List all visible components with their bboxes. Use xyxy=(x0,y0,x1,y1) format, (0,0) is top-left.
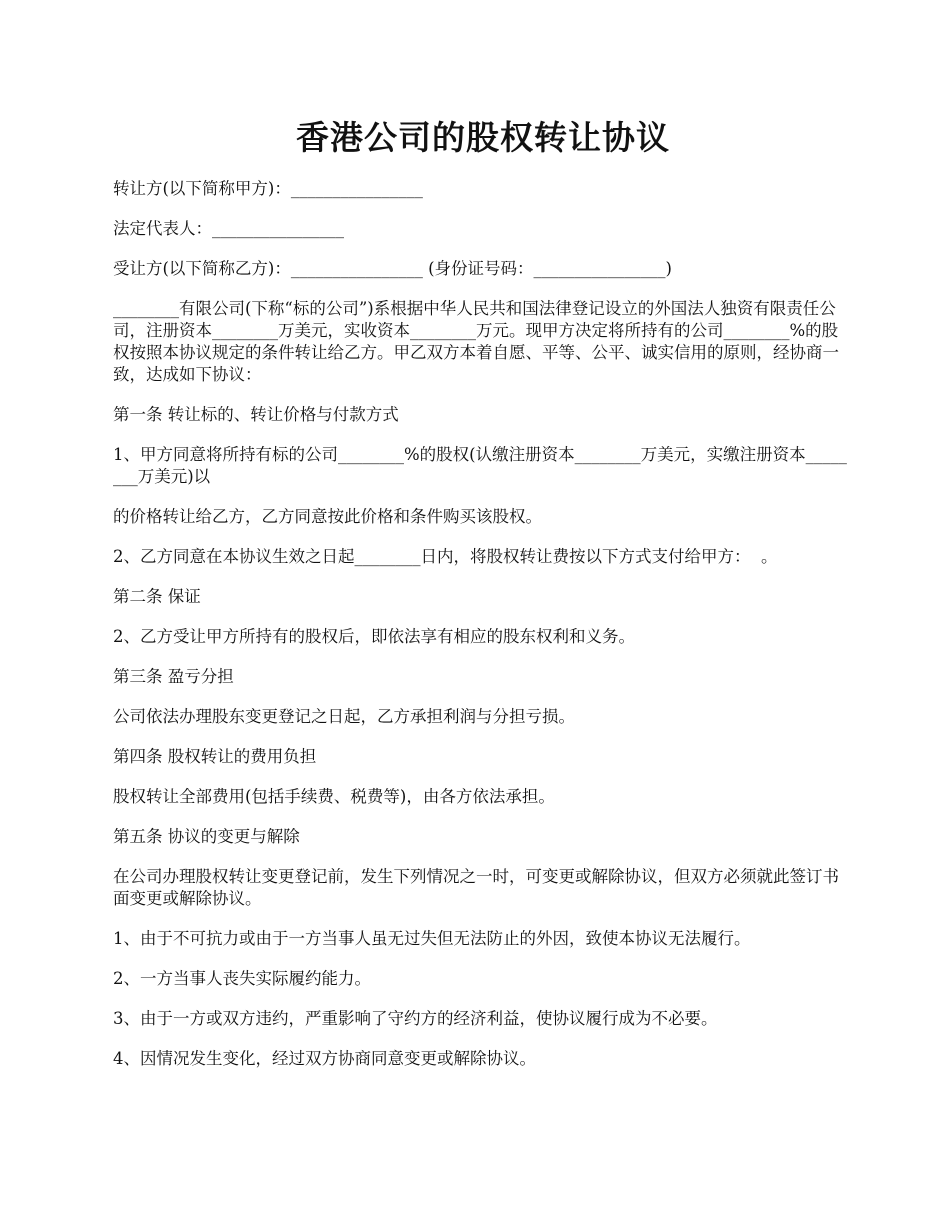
article-1-clause-1-continued: 的价格转让给乙方，乙方同意按此价格和条件购买该股权。 xyxy=(113,507,542,526)
article-4-body: 股权转让全部费用(包括手续费、税费等)，由各方依法承担。 xyxy=(113,787,555,806)
article-1-clause-2: 2、乙方同意在本协议生效之日起________日内，将股权转让费按以下方式支付给甲方： 。 xyxy=(113,547,778,566)
article-5-item-4: 4、因情况发生变化，经过双方协商同意变更或解除协议。 xyxy=(113,1049,536,1068)
preamble-paragraph: ________有限公司(下称“标的公司”)系根据中华人民共和国法律登记设立的外国法人独资有限责任公司，注册资本________万美元，实收资本________万元。现甲方决定将所持有的公司________%的股权按照本协议规定的条件转让给乙方。甲乙双方本着自愿、平等、公平、诚实信用的原则，经协商一致，达成如下协议： xyxy=(113,299,839,384)
article-5-item-1: 1、由于不可抗力或由于一方当事人虽无过失但无法防止的外因，致使本协议无法履行。 xyxy=(113,929,751,948)
article-5-heading: 第五条 协议的变更与解除 xyxy=(113,827,300,846)
document-title: 香港公司的股权转让协议 xyxy=(296,118,670,157)
legal-representative-line: 法定代表人：________________ xyxy=(113,219,344,238)
article-5-item-3: 3、由于一方或双方违约，严重影响了守约方的经济利益，使协议履行成为不必要。 xyxy=(113,1009,718,1028)
party-a-line: 转让方(以下简称甲方)：________________ xyxy=(113,179,423,198)
document-page xyxy=(113,110,853,1088)
article-3-heading: 第三条 盈亏分担 xyxy=(113,667,234,686)
article-2-clause-2: 2、乙方受让甲方所持有的股权后，即依法享有相应的股东权利和义务。 xyxy=(113,627,635,646)
article-3-body: 公司依法办理股东变更登记之日起，乙方承担利润与分担亏损。 xyxy=(113,707,575,726)
article-5-body: 在公司办理股权转让变更登记前，发生下列情况之一时，可变更或解除协议，但双方必须就此签订书面变更或解除协议。 xyxy=(113,867,839,908)
article-4-heading: 第四条 股权转让的费用负担 xyxy=(113,747,317,766)
article-2-heading: 第二条 保证 xyxy=(113,587,201,606)
article-1-clause-1: 1、甲方同意将所持有标的公司________%的股权(认缴注册资本________万美元，实缴注册资本________万美元)以 xyxy=(113,445,847,486)
article-1-heading: 第一条 转让标的、转让价格与付款方式 xyxy=(113,405,399,424)
party-b-line: 受让方(以下简称乙方)：________________ (身份证号码：________________) xyxy=(113,259,672,278)
article-5-item-2: 2、一方当事人丧失实际履约能力。 xyxy=(113,969,371,988)
